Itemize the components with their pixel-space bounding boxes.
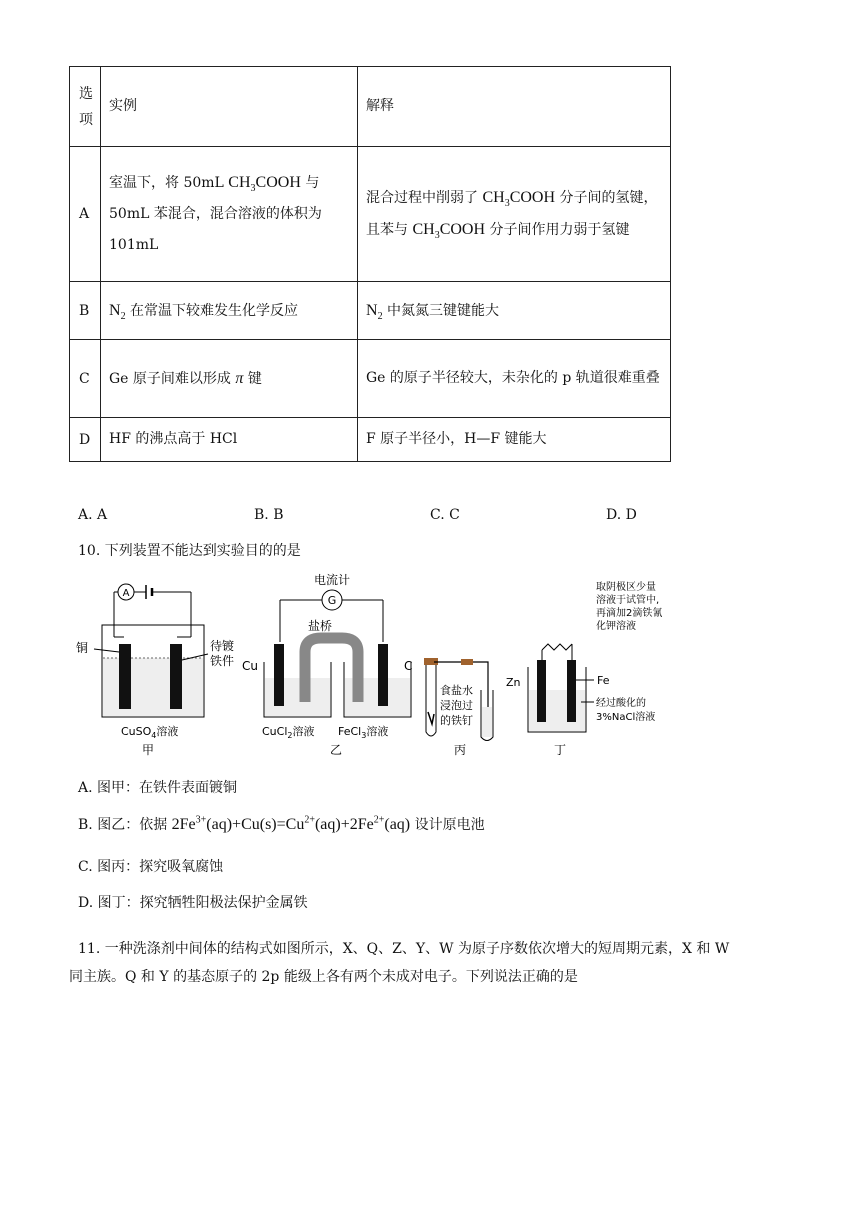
svg-text:丙: 丙 [453, 743, 467, 757]
explanation-cell: F 原子半径小，H—F 键能大 [358, 418, 671, 462]
svg-text:Zn: Zn [506, 676, 521, 689]
q10-option-d[interactable]: D. 图丁：探究牺牲阳极法保护金属铁 [78, 895, 308, 911]
svg-text:丁: 丁 [553, 743, 567, 757]
svg-text:取阴极区少量: 取阴极区少量 [596, 582, 656, 593]
option-label: C [70, 340, 101, 418]
figure-ding [506, 580, 662, 757]
svg-text:Cu: Cu [242, 659, 258, 673]
header-example: 实例 [101, 67, 358, 147]
table-row [70, 147, 671, 282]
svg-text:的铁钉: 的铁钉 [440, 714, 473, 727]
option-label: D [70, 418, 101, 462]
figure-jia [76, 584, 234, 757]
svg-text:食盐水: 食盐水 [440, 684, 473, 697]
svg-text:3%NaCl溶液: 3%NaCl溶液 [596, 712, 656, 723]
svg-text:CuCl2溶液: CuCl$_2$溶液 [262, 725, 315, 740]
q10-option-c[interactable]: C. 图丙：探究吸氧腐蚀 [78, 859, 224, 875]
example-cell: Ge 原子间难以形成 π 键 [101, 340, 358, 418]
svg-text:盐桥: 盐桥 [308, 619, 333, 633]
answer-d[interactable]: D. D [606, 507, 637, 523]
svg-text:电流计: 电流计 [313, 573, 351, 587]
svg-text:Fe: Fe [597, 674, 610, 687]
answer-a[interactable]: A. A [78, 507, 108, 523]
header-option: 选项 [70, 67, 101, 147]
svg-text:FeCl3溶液: FeCl$_3$溶液 [338, 725, 389, 740]
svg-text:乙: 乙 [329, 743, 343, 757]
svg-text:C: C [404, 659, 413, 673]
apparatus-figure [76, 572, 676, 762]
svg-text:溶液于试管中,: 溶液于试管中, [596, 595, 660, 606]
figure-yi [242, 572, 412, 757]
svg-text:待镀: 待镀 [210, 639, 235, 653]
explanation-cell: $N_2$ 中氮氮三键键能大 [358, 282, 671, 340]
option-label: B [70, 282, 101, 340]
q10-option-b[interactable]: B. 图乙：依据 $2Fe^{3+}(aq)+Cu(s)=Cu^{2+}(aq)+2Fe^{2+}(aq)$ 设计原电池 [78, 814, 485, 833]
question9-table [69, 66, 671, 462]
svg-text:铁件: 铁件 [210, 654, 235, 668]
table-row [70, 282, 671, 340]
table-row [70, 340, 671, 418]
example-cell: $N_2$ 在常温下较难发生化学反应 [101, 282, 358, 340]
q10-option-a[interactable]: A. 图甲：在铁件表面镀铜 [78, 780, 238, 796]
answer-c[interactable]: C. C [430, 507, 460, 523]
header-explanation: 解释 [358, 67, 671, 147]
figure-bing [424, 658, 493, 757]
svg-text:CuSO4溶液: CuSO$_4$溶液 [121, 725, 179, 740]
example-cell: 室温下，将 50mL $CH_3COOH$ 与 50mL 苯混合，混合溶液的体积为 101mL [101, 147, 358, 282]
svg-text:G: G [327, 594, 337, 607]
question10-stem: 10. 下列装置不能达到实验目的的是 [78, 543, 301, 559]
explanation-cell: 混合过程中削弱了 $CH_3COOH$ 分子间的氢键，且苯与 $CH_3COOH$ 分子间作用力弱于氢键 [358, 147, 671, 282]
svg-text:化钾溶液: 化钾溶液 [596, 621, 636, 632]
question11-line2: 同主族。Q 和 Y 的基态原子的 2p 能级上各有两个未成对电子。下列说法正确的是 [69, 969, 578, 985]
table-row [70, 418, 671, 462]
svg-text:A: A [122, 588, 130, 599]
explanation-cell: Ge 的原子半径较大，未杂化的 p 轨道很难重叠 [358, 340, 671, 418]
example-cell: HF 的沸点高于 HCl [101, 418, 358, 462]
question11-line1: 11. 一种洗涤剂中间体的结构式如图所示，X、Q、Z、Y、W 为原子序数依次增大的短周期元素，X 和 W [78, 941, 730, 957]
option-label: A [70, 147, 101, 282]
table-header-row [70, 67, 671, 147]
answer-b[interactable]: B. B [254, 507, 284, 523]
svg-text:经过酸化的: 经过酸化的 [596, 698, 646, 709]
svg-text:再滴加2滴铁氰: 再滴加2滴铁氰 [596, 608, 663, 619]
svg-text:浸泡过: 浸泡过 [440, 699, 473, 712]
svg-text:铜: 铜 [76, 641, 89, 655]
question9-answers [78, 507, 678, 527]
svg-text:甲: 甲 [141, 743, 155, 757]
